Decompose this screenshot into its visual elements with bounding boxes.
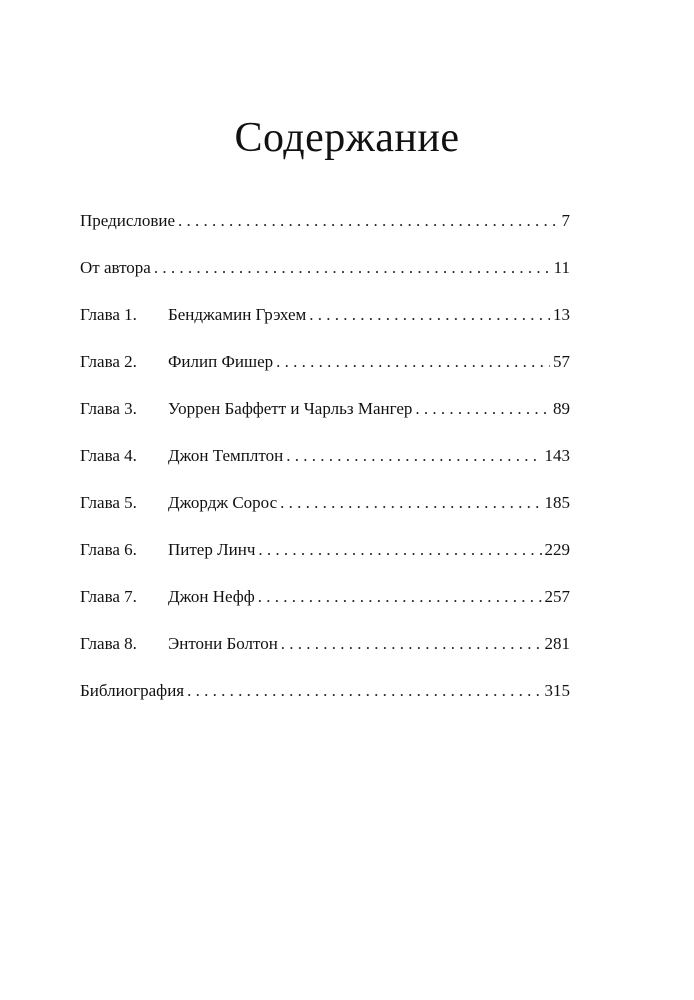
toc-entry-title: Энтони Болтон xyxy=(168,634,278,653)
toc-entry-title: Джон Темплтон xyxy=(168,446,284,465)
toc-page-number: 281 xyxy=(544,634,570,653)
toc-entry-title: Предисловие xyxy=(80,211,176,230)
toc-entry-bibliography[interactable] xyxy=(80,676,570,723)
toc-chapter-number: Глава 8. xyxy=(80,634,137,653)
toc-entry-label xyxy=(80,394,412,424)
toc-page-number: 57 xyxy=(553,352,570,371)
toc-entry-chapter-6[interactable] xyxy=(80,535,570,582)
toc-entry-chapter-1[interactable] xyxy=(80,300,570,347)
toc-entry-title: Джордж Сорос xyxy=(168,493,278,512)
toc-entry-title: Филип Фишер xyxy=(168,352,274,371)
toc-leader-dots xyxy=(280,488,541,518)
page-title: Содержание xyxy=(234,115,460,161)
toc-leader-dots xyxy=(415,394,550,424)
toc-entry-author-note[interactable] xyxy=(80,253,570,300)
toc-entry-chapter-2[interactable] xyxy=(80,347,570,394)
toc-leader-dots xyxy=(258,535,541,565)
toc-entry-label xyxy=(80,629,278,659)
toc-entry-title: Уоррен Баффетт и Чарльз Мангер xyxy=(168,399,413,418)
toc-entry-label xyxy=(80,488,277,518)
toc-page-number: 315 xyxy=(544,681,570,700)
toc-entry-label xyxy=(80,535,255,565)
toc-leader-dots xyxy=(178,206,558,236)
toc-chapter-number: Глава 4. xyxy=(80,446,137,465)
toc-page-number: 7 xyxy=(561,211,570,230)
toc-entry-chapter-8[interactable] xyxy=(80,629,570,676)
toc-entry-title: Джон Нефф xyxy=(168,587,255,606)
toc-entry-title: От автора xyxy=(80,258,151,277)
toc-page-number: 229 xyxy=(544,540,570,559)
toc-leader-dots xyxy=(154,253,551,283)
toc-leader-dots xyxy=(187,676,541,706)
toc-leader-dots xyxy=(281,629,542,659)
toc-chapter-number: Глава 5. xyxy=(80,493,137,512)
toc-entry-label xyxy=(80,441,283,471)
toc-entry-chapter-4[interactable] xyxy=(80,441,570,488)
toc-leader-dots xyxy=(286,441,541,471)
toc-chapter-number: Глава 1. xyxy=(80,305,137,324)
toc-entry-title: Бенджамин Грэхем xyxy=(168,305,307,324)
toc-entry-chapter-5[interactable] xyxy=(80,488,570,535)
toc-entry-title: Библиография xyxy=(80,681,185,700)
toc-entry-title: Питер Линч xyxy=(168,540,256,559)
toc-page-number: 11 xyxy=(553,258,570,277)
toc-leader-dots xyxy=(258,582,542,612)
table-of-contents xyxy=(80,206,570,723)
toc-entry-preface[interactable] xyxy=(80,206,570,253)
toc-entry-label xyxy=(80,300,306,330)
toc-entry-label xyxy=(80,347,273,377)
toc-entry-label xyxy=(80,582,255,612)
toc-chapter-number: Глава 3. xyxy=(80,399,137,418)
toc-page-number: 13 xyxy=(553,305,570,324)
toc-entry-chapter-7[interactable] xyxy=(80,582,570,629)
toc-chapter-number: Глава 7. xyxy=(80,587,137,606)
toc-leader-dots xyxy=(276,347,550,377)
toc-leader-dots xyxy=(309,300,550,330)
toc-page-number: 143 xyxy=(544,446,570,465)
toc-entry-chapter-3[interactable] xyxy=(80,394,570,441)
toc-page-number: 89 xyxy=(553,399,570,418)
toc-page-number: 257 xyxy=(544,587,570,606)
toc-chapter-number: Глава 2. xyxy=(80,352,137,371)
toc-page-number: 185 xyxy=(544,493,570,512)
toc-chapter-number: Глава 6. xyxy=(80,540,137,559)
